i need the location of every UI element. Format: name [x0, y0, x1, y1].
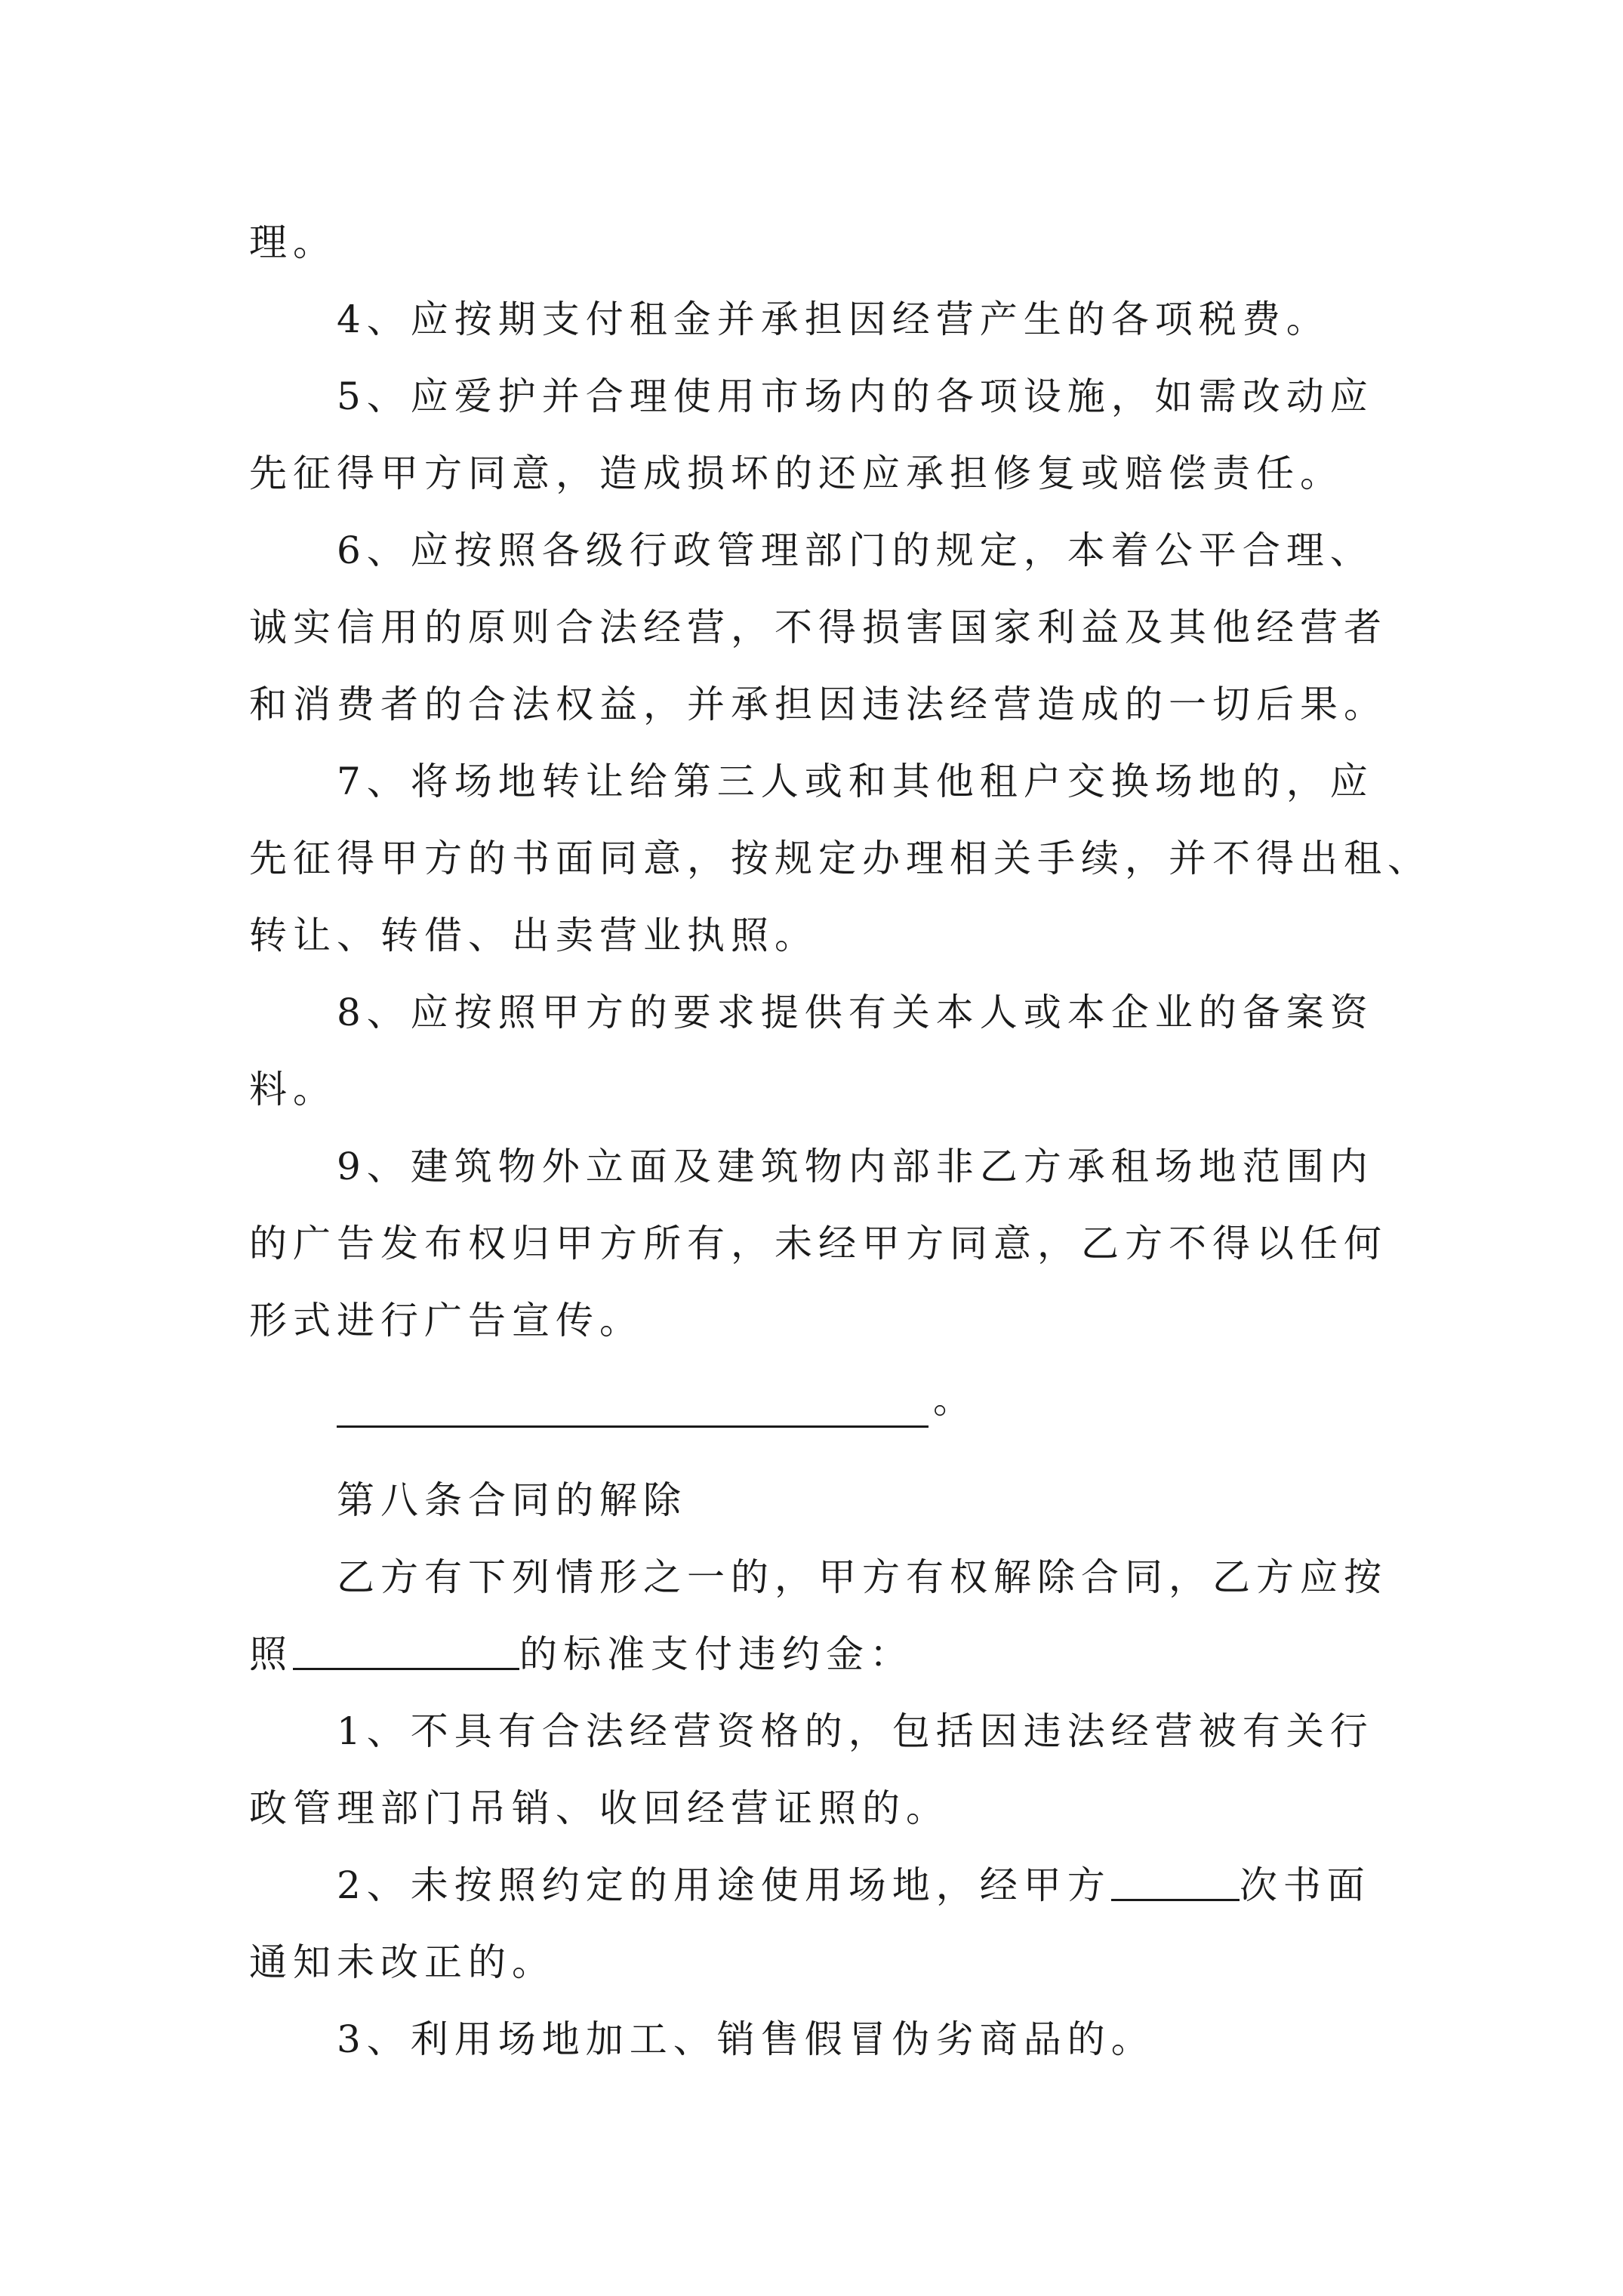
blank-underline	[337, 1389, 929, 1428]
clause-5-line-1: 5、应爱护并合理使用市场内的各项设施，如需改动应	[337, 374, 1374, 418]
clause-9-line-3: 形式进行广告宣传。	[249, 1299, 643, 1342]
section-intro-line-2	[249, 1616, 1381, 1693]
penalty-standard-blank	[293, 1632, 519, 1670]
termination-item-2-line-2: 通知未改正的。	[249, 1940, 556, 1984]
clause-9-line-1: 9、建筑物外立面及建筑物内部非乙方承租场地范围内	[337, 1145, 1374, 1188]
clause-7-line-3: 转让、转借、出卖营业执照。	[249, 914, 818, 957]
notice-count-blank	[1111, 1863, 1240, 1901]
section-intro-line-1: 乙方有下列情形之一的，甲方有权解除合同，乙方应按	[337, 1555, 1387, 1599]
clause-7-line-2: 先征得甲方的书面同意，按规定办理相关手续，并不得出租、	[249, 837, 1431, 880]
termination-item-2-line-1	[249, 1847, 1381, 1924]
text-line: 理。	[249, 220, 337, 264]
clause-6-line-1: 6、应按照各级行政管理部门的规定，本着公平合理、	[337, 529, 1374, 572]
intro-prefix: 照	[249, 1632, 293, 1676]
fill-in-blank-line	[249, 1359, 1381, 1462]
clause-7-line-1: 7、将场地转让给第三人或和其他租户交换场地的，应	[337, 760, 1374, 803]
clause-5-line-2: 先征得甲方同意，造成损坏的还应承担修复或赔偿责任。	[249, 451, 1344, 495]
clause-6-line-3: 和消费者的合法权益，并承担因违法经营造成的一切后果。	[249, 683, 1387, 726]
termination-item-3: 3、利用场地加工、销售假冒伪劣商品的。	[337, 2017, 1155, 2061]
document-body	[249, 204, 1431, 2078]
clause-8-line-2: 料。	[249, 1068, 337, 1111]
section-title: 第八条合同的解除	[337, 1478, 687, 1522]
item2-prefix: 2、未按照约定的用途使用场地，经甲方	[337, 1863, 1111, 1907]
clause-8-line-1: 8、应按照甲方的要求提供有关本人或本企业的备案资	[337, 991, 1374, 1034]
blank-line-period: 。	[933, 1378, 971, 1422]
clause-9-line-2: 的广告发布权归甲方所有，未经甲方同意，乙方不得以任何	[249, 1222, 1387, 1265]
clause-6-line-2: 诚实信用的原则合法经营，不得损害国家利益及其他经营者	[249, 606, 1387, 649]
clause-4: 4、应按期支付租金并承担因经营产生的各项税费。	[337, 297, 1330, 341]
termination-item-1-line-1: 1、不具有合法经营资格的，包括因违法经营被有关行	[337, 1709, 1374, 1753]
intro-suffix: 的标准支付违约金：	[519, 1632, 913, 1676]
item2-suffix: 次书面	[1239, 1863, 1371, 1907]
termination-item-1-line-2: 政管理部门吊销、收回经营证照的。	[249, 1786, 950, 1830]
